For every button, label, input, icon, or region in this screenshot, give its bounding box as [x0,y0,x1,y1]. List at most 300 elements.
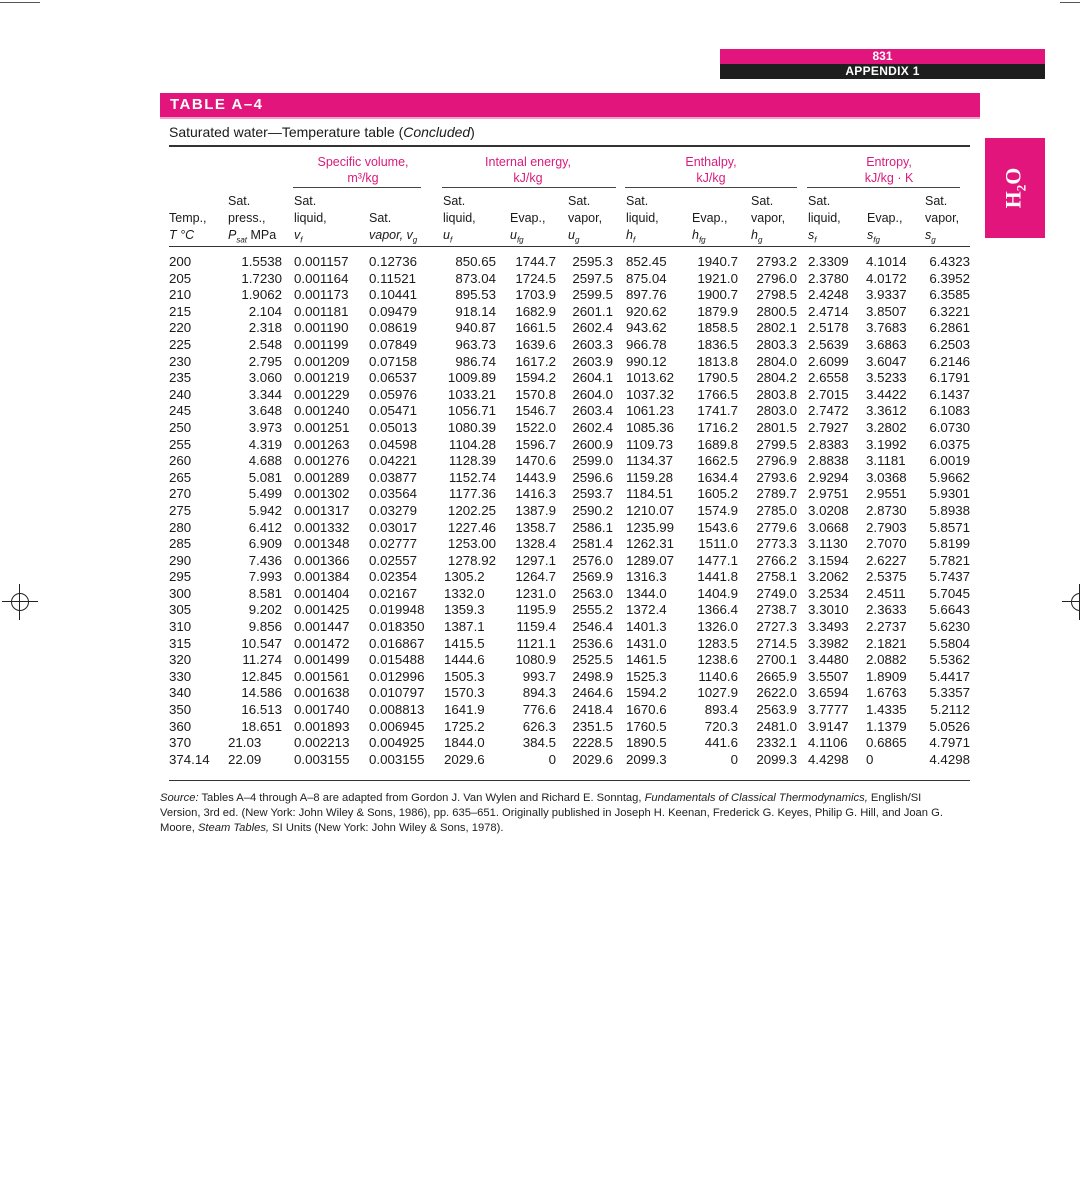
cell-vf: 0.001499 [294,652,350,668]
cell-hf: 1210.07 [626,502,675,518]
cell-hf: 1760.5 [626,718,667,734]
cell-uf: 918.14 [455,303,496,319]
cell-ug: 2029.6 [572,751,613,767]
cell-psat: 8.581 [248,585,282,601]
cell-ug: 2351.5 [572,718,613,734]
cell-sg: 5.3357 [929,685,970,701]
cell-psat: 5.081 [248,469,282,485]
cell-ug: 2546.4 [572,619,613,635]
cell-temp: 225 [169,336,192,352]
table-bottom-rule [169,780,970,781]
cell-sf: 3.3010 [808,602,849,618]
cell-hf: 1890.5 [626,735,667,751]
cell-hfg: 441.6 [704,735,738,751]
cell-hg: 2801.5 [756,419,797,435]
cell-uf: 1570.3 [444,685,485,701]
cell-sg: 6.2861 [929,320,970,336]
cell-temp: 290 [169,552,192,568]
cell-hfg: 1605.2 [697,486,738,502]
cell-psat: 6.412 [248,519,282,535]
cell-sg: 6.1083 [929,403,970,419]
cell-uf: 873.04 [455,270,496,286]
col-vf-symbol: v [294,228,301,242]
cell-sfg: 1.4335 [866,702,907,718]
group-entropy [806,154,972,186]
cell-sg: 6.0730 [929,419,970,435]
cell-vf: 0.001251 [294,419,350,435]
cell-hg: 2789.7 [756,486,797,502]
cell-temp: 255 [169,436,192,452]
cell-vf: 0.001164 [294,270,349,286]
cell-psat: 3.060 [248,370,282,386]
group-specific-volume-unit: m³/kg [347,171,379,185]
cell-psat: 1.9062 [241,287,282,303]
group-specific-volume-rule [293,187,421,188]
table-body [169,254,970,768]
cell-ufg: 1121.1 [516,635,556,651]
cell-uf: 1641.9 [444,702,485,718]
cell-sg: 5.8199 [929,536,970,552]
cell-hg: 2773.3 [756,536,797,552]
group-internal-energy-title: Internal energy, [485,155,571,169]
cell-vg: 0.03017 [369,519,418,535]
table-row [169,602,970,619]
cell-hf: 1431.0 [626,635,667,651]
cell-ufg: 1358.7 [515,519,556,535]
cell-ufg: 1080.9 [515,652,556,668]
cell-temp: 320 [169,652,192,668]
col-uf-line2: liquid, [443,211,476,225]
cell-hfg: 1921.0 [697,270,738,286]
cell-ug: 2599.5 [572,287,613,303]
cell-hfg: 1741.7 [697,403,738,419]
cell-vf: 0.002213 [294,735,350,751]
cell-psat: 3.344 [248,386,282,402]
table-row [169,569,970,586]
cell-uf: 1056.71 [447,403,496,419]
cell-ufg: 776.6 [522,702,556,718]
cell-hf: 943.62 [626,320,667,336]
cell-vf: 0.001276 [294,453,350,469]
cell-vf: 0.001173 [294,287,349,303]
source-label: Source: [160,792,199,804]
cell-ufg: 894.3 [522,685,556,701]
table-top-rule [169,145,970,147]
cell-vg: 0.07849 [369,336,418,352]
cell-sf: 2.5639 [808,336,849,352]
cell-sf: 3.1130 [808,536,848,552]
cell-hf: 1109.73 [626,436,674,452]
cell-ug: 2525.5 [572,652,613,668]
cell-uf: 1104.28 [448,436,496,452]
cell-hfg: 1477.1 [697,552,738,568]
cell-ufg: 1159.4 [516,619,556,635]
cell-temp: 275 [169,502,192,518]
cell-hf: 1594.2 [626,685,667,701]
col-hg-line2: vapor, [751,211,786,225]
table-row [169,370,970,387]
cell-psat: 2.548 [248,336,282,352]
cell-vf: 0.001893 [294,718,350,734]
cell-psat: 9.202 [248,602,282,618]
cell-sg: 5.0526 [929,718,970,734]
cell-hfg: 1543.6 [697,519,738,535]
cell-vf: 0.001561 [294,668,350,684]
cell-hg: 2779.6 [756,519,797,535]
appendix-label: APPENDIX 1 [720,64,1045,79]
cell-vf: 0.001366 [294,552,350,568]
cell-ufg: 1522.0 [515,419,556,435]
cell-vf: 0.001638 [294,685,350,701]
cell-hfg: 1689.8 [697,436,738,452]
col-header-sg [925,193,959,249]
cell-sfg: 3.3612 [866,403,907,419]
cell-sfg: 3.1181 [866,453,906,469]
col-sfg-sub: fg [873,235,880,245]
col-sf-sub: f [814,235,817,245]
cell-hf: 1134.37 [626,453,674,469]
cell-sg: 6.1791 [929,370,970,386]
cell-hf: 1262.31 [626,536,675,552]
col-psat-sub: sat [236,235,248,245]
cell-sg: 5.6643 [929,602,970,618]
cell-hg: 2793.6 [756,469,797,485]
col-header-vg [369,193,417,249]
cell-vf: 0.001348 [294,536,350,552]
cell-vg: 0.04598 [369,436,418,452]
col-sg-line1: Sat. [925,194,948,208]
cell-hf: 1289.07 [626,552,675,568]
cell-hg: 2803.3 [756,336,797,352]
col-header-hf [626,193,659,249]
cell-hf: 2099.3 [626,751,667,767]
cell-sf: 2.3309 [808,254,849,269]
cell-sg: 5.9301 [929,486,970,502]
cell-sfg: 2.7903 [866,519,907,535]
cell-vg: 0.018350 [369,619,425,635]
col-header-ufg [510,193,545,249]
cell-hf: 1235.99 [626,519,675,535]
cell-sfg: 4.0172 [866,270,907,286]
cell-psat: 3.648 [248,403,282,419]
cell-hfg: 1790.5 [697,370,738,386]
col-hf-symbol: h [626,228,633,242]
cell-sfg: 3.6047 [866,353,907,369]
cell-ug: 2228.5 [572,735,613,751]
side-tab-letter-h: H [1000,191,1026,209]
cell-vf: 0.001332 [294,519,350,535]
cell-psat: 2.104 [248,303,282,319]
cell-sfg: 3.5233 [866,370,907,386]
cell-ug: 2602.4 [572,320,613,336]
cell-ug: 2599.0 [572,453,613,469]
cell-hf: 1013.62 [626,370,675,386]
cell-ufg: 1617.2 [515,353,556,369]
cell-ufg: 1570.8 [515,386,556,402]
cell-psat: 14.586 [241,685,282,701]
side-tab-letter-o: O [1000,167,1026,185]
cell-ufg: 1297.1 [515,552,556,568]
cell-hfg: 1940.7 [697,254,738,269]
registration-mark-left [2,584,38,620]
cell-temp: 250 [169,419,192,435]
cell-sf: 3.6594 [808,685,849,701]
cell-vf: 0.001209 [294,353,350,369]
cell-psat: 22.09 [228,751,262,767]
col-hg-symbol: h [751,228,758,242]
cell-sfg: 3.8507 [866,303,907,319]
cell-ufg: 1264.7 [515,569,556,585]
cell-sfg: 0.6865 [866,735,907,751]
cell-ug: 2563.0 [572,585,613,601]
cell-hfg: 1813.8 [697,353,738,369]
cell-hg: 2766.2 [756,552,797,568]
cell-ug: 2569.9 [572,569,613,585]
col-header-hg [751,193,785,249]
cell-hg: 2758.1 [756,569,797,585]
cell-sfg: 3.4422 [866,386,907,402]
cell-sg: 5.5362 [929,652,970,668]
cell-sg: 6.2146 [929,353,970,369]
cell-uf: 1444.6 [444,652,485,668]
table-row [169,619,970,636]
cell-temp: 240 [169,386,192,402]
col-ufg-line2: Evap., [510,211,546,225]
cell-ufg: 1639.6 [515,336,556,352]
cell-hg: 2749.0 [756,585,797,601]
col-sfg-line2: Evap., [867,211,903,225]
cell-vf: 0.001263 [294,436,350,452]
cell-sfg: 3.6863 [866,336,907,352]
cell-vg: 0.04221 [369,453,418,469]
cell-hg: 2800.5 [756,303,797,319]
col-ug-line1: Sat. [568,194,591,208]
cell-uf: 1278.92 [447,552,496,568]
cell-temp: 330 [169,668,192,684]
col-hg-sub: g [757,235,763,245]
col-vf-sub: f [300,235,303,245]
col-psat-symbol: P [228,228,237,242]
source-text-3: SI Units (New York: John Wiley & Sons, 1978). [269,822,504,834]
cell-ug: 2555.2 [572,602,613,618]
cell-vg: 0.016867 [369,635,425,651]
cell-hf: 1316.3 [626,569,667,585]
cell-temp: 265 [169,469,192,485]
col-vg-line2: Sat. [369,211,392,225]
cell-vg: 0.02557 [369,552,418,568]
cell-hf: 852.45 [626,254,667,269]
cell-ufg: 1443.9 [515,469,556,485]
table-row [169,437,970,454]
cell-uf: 1202.25 [447,502,496,518]
cell-vf: 0.003155 [294,751,350,767]
cell-temp: 310 [169,619,192,635]
cell-hg: 2803.8 [756,386,797,402]
cell-hf: 1344.0 [626,585,667,601]
cell-vg: 0.05471 [369,403,418,419]
cell-sfg: 2.3633 [866,602,907,618]
cell-sf: 2.9294 [808,469,849,485]
col-vg-sub: g [412,235,418,245]
table-row [169,271,970,288]
cell-hfg: 1574.9 [697,502,738,518]
source-text-1: Tables A–4 through A–8 are adapted from Gordon J. Van Wylen and Richard E. Sonntag, [198,792,645,804]
cell-sg: 5.8571 [929,519,970,535]
cell-temp: 295 [169,569,192,585]
col-ug-symbol: u [568,228,575,242]
col-psat-line1: Sat. [228,194,251,208]
cell-ug: 2596.6 [572,469,613,485]
cell-psat: 1.5538 [241,254,282,269]
cell-hfg: 1238.6 [697,652,738,668]
cell-temp: 280 [169,519,192,535]
cell-psat: 18.651 [241,718,282,734]
cell-ug: 2581.4 [572,536,613,552]
cell-sf: 4.1106 [808,735,848,751]
cell-hfg: 1140.6 [698,668,738,684]
cell-temp: 360 [169,718,192,734]
cell-ufg: 1546.7 [515,403,556,419]
cell-hf: 1037.32 [626,386,675,402]
cell-ufg: 0 [548,751,556,767]
cell-vf: 0.001219 [294,370,350,386]
cell-sf: 3.0208 [808,502,849,518]
group-internal-energy-unit: kJ/kg [513,171,543,185]
cell-ug: 2593.7 [572,486,613,502]
cell-sf: 3.3493 [808,619,849,635]
cell-sf: 2.7015 [808,386,849,402]
cell-hg: 2700.1 [756,652,797,668]
page-number: 831 [720,49,1045,64]
cell-sg: 5.9662 [929,469,970,485]
source-text-2: English/SI Version, 3rd ed. (New York: John Wiley & Sons, 1986), pp. 635–651. Originally published in Joseph H. Keenan, Frederick G. Keyes, Philip G. Hill, and Joan G. Moore, [160,792,943,834]
table-row [169,320,970,337]
group-entropy-rule [807,187,960,188]
col-hg-line1: Sat. [751,194,774,208]
cell-hfg: 893.4 [704,702,738,718]
cell-uf: 1033.21 [447,386,496,402]
cell-uf: 850.65 [455,254,496,269]
cell-vg: 0.03564 [369,486,418,502]
cell-psat: 3.973 [248,419,282,435]
cell-vg: 0.03279 [369,502,418,518]
cell-vg: 0.02167 [369,585,418,601]
crop-mark-left [0,2,40,3]
cell-uf: 1177.36 [448,486,496,502]
cell-hfg: 1441.8 [697,569,738,585]
cell-ufg: 1703.9 [515,287,556,303]
cell-sg: 6.3221 [929,303,970,319]
cell-sf: 2.8838 [808,453,849,469]
cell-psat: 5.499 [248,486,282,502]
cell-hg: 2804.0 [756,353,797,369]
cell-vf: 0.001190 [294,320,349,336]
col-sf-line1: Sat. [808,194,831,208]
cell-temp: 205 [169,270,192,286]
cell-vg: 0.003155 [369,751,425,767]
subtitle-close: ) [470,124,475,140]
cell-psat: 2.795 [248,353,282,369]
cell-psat: 21.03 [228,735,262,751]
cell-vf: 0.001404 [294,585,350,601]
cell-temp: 305 [169,602,192,618]
cell-ug: 2600.9 [572,436,613,452]
cell-sg: 5.7437 [929,569,970,585]
cell-uf: 1725.2 [444,718,485,734]
cell-sfg: 2.6227 [866,552,907,568]
col-ufg-symbol: u [510,228,517,242]
cell-sfg: 2.0882 [866,652,907,668]
table-row [169,735,970,752]
cell-ug: 2603.3 [572,336,613,352]
cell-temp: 200 [169,254,192,269]
cell-temp: 230 [169,353,192,369]
cell-sf: 3.5507 [808,668,849,684]
cell-hf: 1461.5 [626,652,667,668]
cell-ufg: 1744.7 [515,254,556,269]
cell-sfg: 3.9337 [866,287,907,303]
table-row [169,337,970,354]
cell-uf: 1253.00 [447,536,496,552]
cell-sf: 3.9147 [808,718,849,734]
cell-sfg: 2.1821 [866,635,907,651]
cell-vf: 0.001199 [294,336,349,352]
cell-hfg: 1836.5 [697,336,738,352]
cell-psat: 6.909 [248,536,282,552]
cell-hfg: 1858.5 [697,320,738,336]
col-header-psat [228,193,276,249]
cell-hfg: 1326.0 [697,619,738,635]
col-sfg-symbol: s [867,228,874,242]
cell-sfg: 3.1992 [866,436,907,452]
table-row [169,470,970,487]
cell-ufg: 1596.7 [515,436,556,452]
cell-ufg: 1195.9 [516,602,556,618]
cell-ufg: 993.7 [522,668,556,684]
table-row [169,636,970,653]
cell-hg: 2622.0 [756,685,797,701]
cell-hg: 2802.1 [756,320,797,336]
cell-ufg: 1661.5 [515,320,556,336]
col-temp-line2: Temp., [169,211,207,225]
table-row [169,553,970,570]
cell-temp: 220 [169,320,192,336]
cell-uf: 1128.39 [448,453,496,469]
cell-uf: 940.87 [455,320,496,336]
cell-vf: 0.001289 [294,469,350,485]
col-header-vf [294,193,327,249]
cell-vf: 0.001384 [294,569,350,585]
col-hfg-sub: fg [698,235,706,245]
cell-vg: 0.012996 [369,668,425,684]
cell-ug: 2604.0 [572,386,613,402]
cell-hfg: 0 [730,751,738,767]
cell-hf: 875.04 [626,270,667,286]
col-vg-symbol: vapor, v [369,228,413,242]
cell-sf: 4.4298 [808,751,849,767]
cell-hf: 966.78 [626,336,667,352]
cell-vf: 0.001317 [294,502,350,518]
cell-sg: 6.0375 [929,436,970,452]
cell-vg: 0.015488 [369,652,425,668]
cell-sf: 2.9751 [808,486,849,502]
cell-sfg: 2.7070 [866,536,907,552]
cell-sg: 6.4323 [929,254,970,269]
cell-psat: 2.318 [248,320,282,336]
col-sg-symbol: s [925,228,932,242]
crop-mark-right [1060,2,1080,3]
cell-sf: 2.8383 [808,436,849,452]
